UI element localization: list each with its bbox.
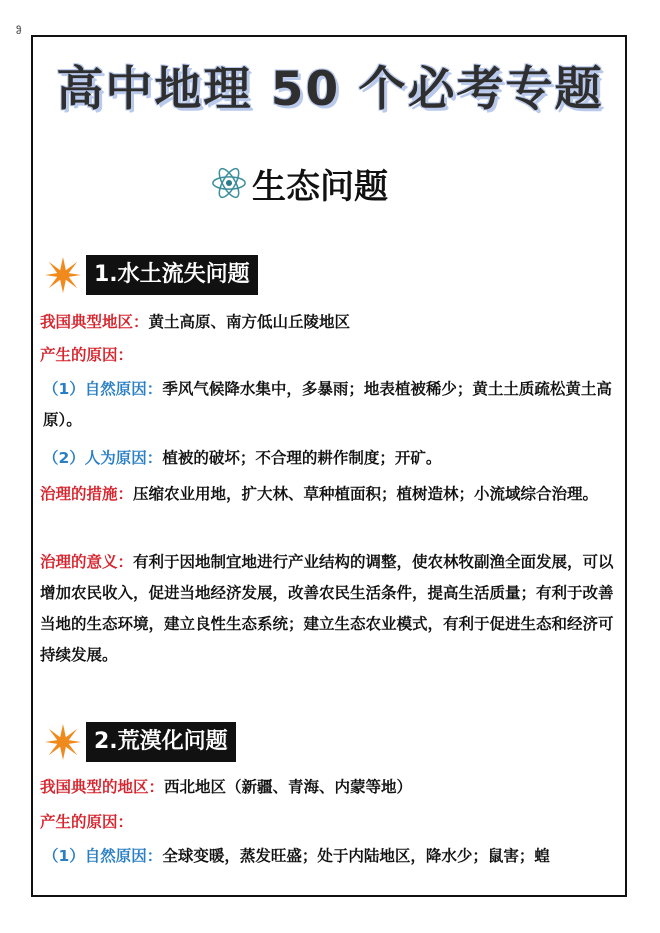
natural-prefix: （1） (43, 380, 85, 398)
meaning-label: 治理的意义： (40, 553, 134, 571)
section-title-1: 1.水土流失问题 (86, 255, 258, 295)
natural-text: 季风气候降水集中，多暴雨；地表植被稀少；黄土土质疏松黄土高原）。 (43, 380, 612, 429)
natural-label: 自然原因： (84, 847, 163, 865)
section2-natural-causes (40, 841, 626, 872)
human-text: 植被的破坏；不合理的耕作制度；开矿。 (162, 449, 442, 467)
region-text: 西北地区（新疆、青海、内蒙等地） (164, 778, 413, 796)
topic-header (210, 160, 388, 206)
topic-title: 生态问题 (252, 166, 388, 207)
meaning-text: 有利于因地制宜地进行产业结构的调整，使农林牧副渔全面发展，可以增加农民收入，促进当地经济发展，改善农民生活条件，提高生活质量；有利于改善当地的生态环境，建立良性生态系统；建立生态农业模式，有利于促进生态和经济可持续发展。 (40, 553, 614, 664)
region-label: 我国典型地区： (40, 313, 149, 331)
section1-measures (40, 479, 623, 510)
section1-causes-label (40, 340, 623, 371)
human-label: 人为原因： (84, 449, 163, 467)
section1-natural-causes (40, 374, 626, 436)
section1-region (40, 307, 623, 338)
corner-mark: ჵ (16, 26, 22, 37)
causes-label: 产生的原因： (40, 813, 134, 831)
region-label: 我国典型的地区： (40, 778, 165, 796)
measures-label: 治理的措施： (40, 485, 134, 503)
natural-label: 自然原因： (84, 380, 163, 398)
natural-text: 全球变暖，蒸发旺盛；处于内陆地区，降水少；鼠害；蝗 (162, 847, 550, 865)
orange-star-icon (44, 723, 82, 761)
section-title-2: 2.荒漠化问题 (86, 722, 236, 762)
causes-label: 产生的原因： (40, 346, 134, 364)
measures-text: 压缩农业用地，扩大林、草种植面积；植树造林；小流域综合治理。 (133, 485, 599, 503)
natural-prefix: （1） (43, 847, 85, 865)
orange-star-icon (44, 256, 82, 294)
section-heading-2 (44, 722, 236, 762)
section1-human-causes (40, 443, 626, 474)
section1-meaning (40, 547, 623, 671)
section2-causes-label (40, 807, 623, 838)
human-prefix: （2） (43, 449, 85, 467)
main-title: 高中地理 50 个必考专题 (56, 62, 604, 117)
atom-icon (210, 164, 248, 202)
section2-region (40, 772, 623, 803)
section-heading-1 (44, 255, 258, 295)
region-text: 黄土高原、南方低山丘陵地区 (148, 313, 351, 331)
